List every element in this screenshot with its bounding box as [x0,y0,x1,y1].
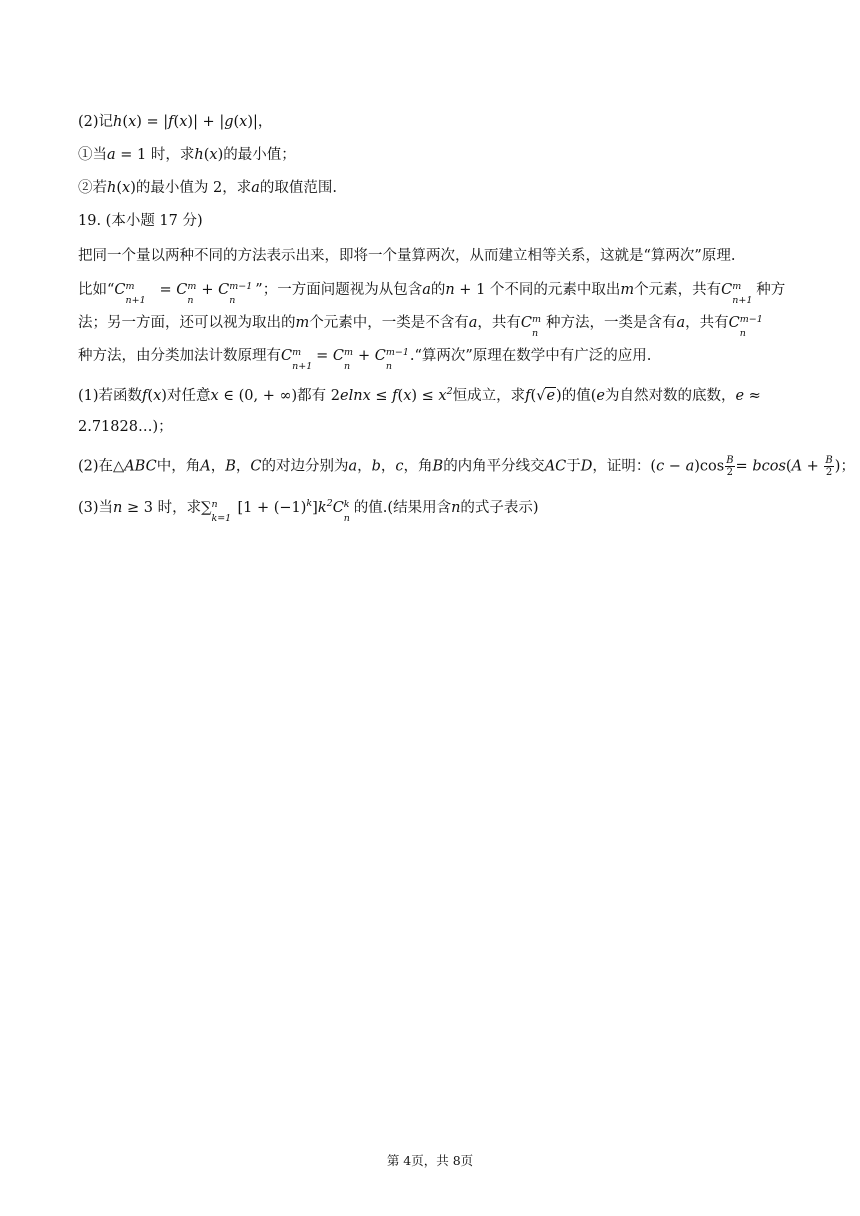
line-part2-sub2: ②若h(x)的最小值为 2，求a的取值范围. [78,180,337,196]
line-principle: 种方法，由分类加法计数原理有C m n+1 = C m n + C m−1 n .“算两次”原理在数学中有广泛的应用. [78,347,652,372]
line-q1: (1)若函数f(x)对任意x ∈ (0, + ∞)都有 $2elnx \le f(x) \le x^2$恒成立，求f(√e)的值(e为自然对数的底数，e ≈ [78,386,761,404]
line-part2-sub1: ①当a = 1 时，求h(x)的最小值； [78,147,296,163]
line-example: 比如“C m n+1 = C m n + C m−1 n ”；一方面问题视为从包含a的n + 1 个不同的元素中取出m个元素，共有C m n+1 种方 [78,281,786,306]
page-footer: 第 4页，共 8页 [386,1153,474,1168]
line-q2: (2)在△ABC中，角A，B，C的对边分别为a，b，c，角B的内角平分线交AC于D，证明：(c − a)cos $\frac{B}{2}$ = bcos(A + $\frac{B}{2}$ )； [78,455,855,478]
question-19-header: 19. (本小题 17 分) [78,213,203,229]
line-q3: (3)当n ≥ 3 时，求∑ n k=1 $[1 + (-1)^k]k^2C$ k n 的值.(结果用含n的式子表示) [78,498,539,524]
line-method: 法；另一方面，还可以视为取出的m个元素中，一类是不含有a，共有C m n 种方法，一类是含有a，共有C m−1 n [78,314,763,339]
line-intro: 把同一个量以两种不同的方法表示出来，即将一个量算两次，从而建立相等关系，这就是“算两次”原理. [78,248,736,264]
line-part2: (2)记h(x) = |f(x)| + |g(x)|， [78,114,273,130]
line-q1-cont: 2.71828…)； [78,419,173,435]
